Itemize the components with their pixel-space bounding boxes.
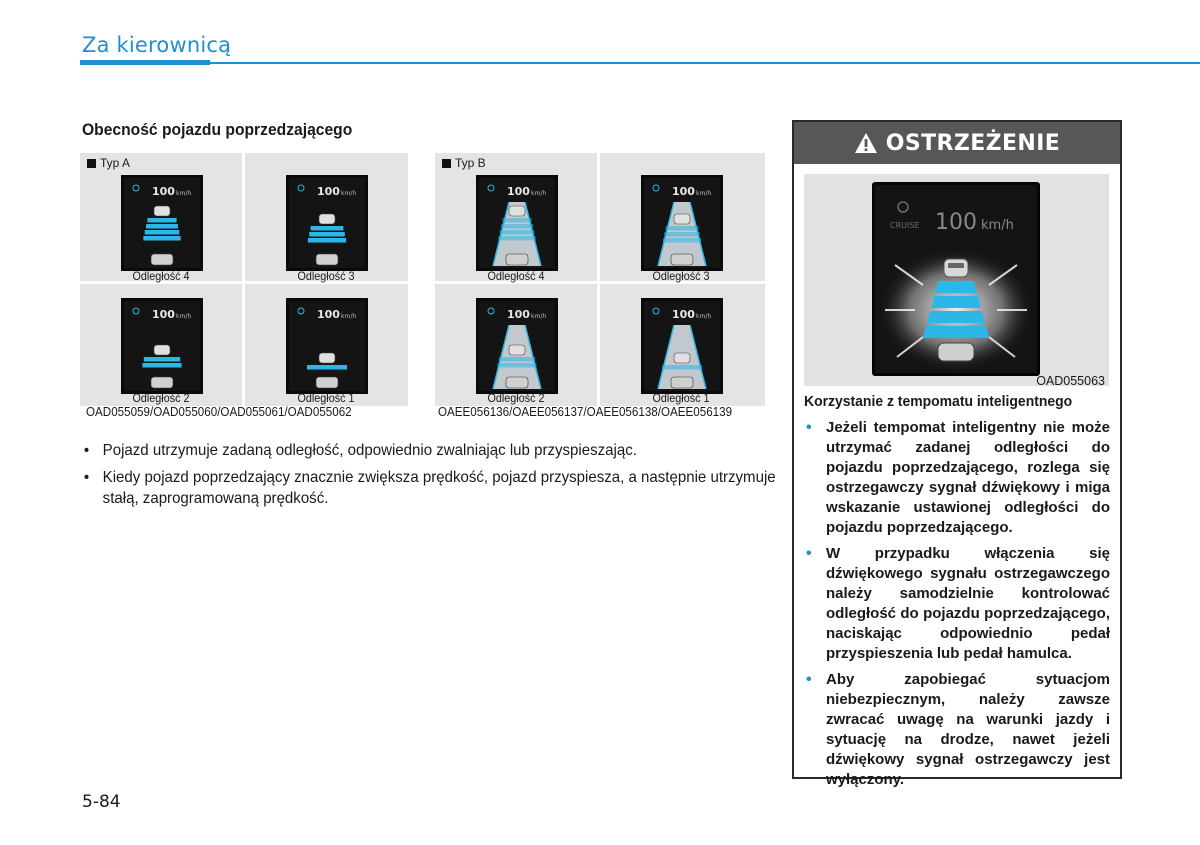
distance-label: Odległość 4 [487,269,545,283]
cluster-display-b4 [479,178,555,268]
cluster-panel-a3 [286,175,368,271]
header-rule [80,62,1200,64]
lead-car-icon [674,214,690,224]
speed-unit: km/h [531,190,547,197]
own-car-icon [671,254,693,265]
square-bullet-icon [87,159,96,168]
set-speed-value: 100 [152,308,175,321]
cluster-panel-a1 [286,298,368,394]
own-car-icon [316,254,338,265]
cruise-icon [298,308,304,314]
distance-bar [935,281,977,293]
body-bullet-list [82,440,776,515]
distance-bar [142,363,181,368]
distance-bar [307,365,347,370]
set-speed-value: 100 [152,185,175,198]
cruise-icon [653,308,659,314]
distance-bar [146,224,178,229]
warning-subheading: Korzystanie z tempomatu inteligentnego [804,393,1073,410]
speed-unit: km/h [981,218,1014,233]
cluster-display-b2 [479,301,555,391]
own-car-icon [938,343,974,361]
svg-text:CRUISE: CRUISE [890,221,920,230]
distance-label: Odległość 4 [132,269,190,283]
distance-bar [499,357,535,362]
figure-divider [242,153,245,406]
bullet-dot-icon: • [806,671,812,688]
set-speed-value: 100 [672,308,695,321]
cluster-display-a2 [124,301,200,391]
distance-bar [144,357,180,362]
set-speed-value: 100 [507,185,530,198]
distance-bar [663,238,701,243]
speed-unit: km/h [531,313,547,320]
cluster-panel-b3 [641,175,723,271]
list-item: • Aby zapobiegać sytuacjom niebezpiecznym, należy zawsze zwracać uwagę na warunki jazdy i sytuację na drodze, nawet jeżeli dźwiękowy sygnał ostrzegawczy jest wyłączony. [806,671,1110,788]
lead-car-icon [319,214,335,224]
cluster-panel-b2 [476,298,558,394]
set-speed-value: 100 [935,210,977,235]
figure-type-b [435,153,765,406]
cruise-icon [890,202,920,230]
lead-car-icon [509,345,525,355]
distance-bar [502,218,531,223]
own-car-icon [506,377,528,388]
cruise-icon [488,185,494,191]
section-heading: Obecność pojazdu poprzedzającego [82,120,353,139]
header-rule-accent [80,60,210,65]
lead-car-icon [154,206,170,216]
list-item: • Kiedy pojazd poprzedzający znacznie zwiększa prędkość, pojazd przyspiesza, a następnie utrzymuje stałą, zaprogramowaną prędkość. [83,469,776,507]
warning-box [792,120,1122,788]
figure-type-label [87,156,130,170]
distance-bar [147,218,176,223]
speed-unit: km/h [341,190,357,197]
figure-type-label [442,156,486,170]
cluster-panel-b4 [476,175,558,271]
figure-divider [597,153,600,406]
distance-label: Odległość 3 [652,269,710,283]
list-item: • Jeżeli tempomat inteligentny nie może utrzymać zadanej odległości do pojazdu poprzedzającego, rozlega się ostrzegawczy sygnał dźwiękowy i miga wskazanie ustawionej odległości do pojazdu poprzedzającego. [806,419,1110,536]
figure-code: OAD055063 [1036,374,1105,388]
cluster-panel-b1 [641,298,723,394]
cluster-display-a3 [289,178,365,268]
own-car-icon [316,377,338,388]
speed-unit: km/h [696,190,712,197]
figure-b-caption: OAEE056136/OAEE056137/OAEE056138/OAEE056139 [438,405,733,419]
distance-bar [931,296,981,308]
cluster-panel-a2 [121,298,203,394]
distance-bar [500,230,535,235]
warning-triangle-icon [854,132,878,154]
cluster-display-a4 [124,178,200,268]
cruise-icon [133,185,139,191]
lead-car-icon [509,206,525,216]
chapter-title: Za kierownicą [82,33,232,57]
own-car-icon [151,254,173,265]
warning-cluster-panel [872,182,1040,376]
warning-figure [804,174,1109,386]
warning-header [794,122,1120,164]
page-number: 5-84 [82,792,121,812]
distance-bar [311,226,344,231]
square-bullet-icon [442,159,451,168]
lead-car-icon [674,353,690,363]
figure-a-caption: OAD055059/OAD055060/OAD055061/OAD055062 [86,405,352,419]
warning-list [804,418,1110,796]
own-car-icon [151,377,173,388]
cluster-panel-a4 [121,175,203,271]
list-item: • Pojazd utrzymuje zadaną odległość, odpowiednio zwalniając lub przyspieszając. [83,442,637,459]
lead-car-icon [154,345,170,355]
distance-bar [498,236,535,241]
bullet-dot-icon: • [806,419,812,436]
type-a-label: Typ A [100,156,131,170]
distance-bar [664,232,700,237]
distance-label: Odległość 2 [487,391,545,405]
distance-bar [666,226,699,231]
own-car-icon [671,377,693,388]
speed-unit: km/h [341,313,357,320]
speed-unit: km/h [176,313,192,320]
cruise-icon [653,185,659,191]
lead-car-icon [944,259,968,277]
distance-bar [501,224,533,229]
set-speed-value: 100 [317,308,340,321]
distance-bar [927,311,985,323]
cruise-icon [488,308,494,314]
type-b-label: Typ B [455,156,486,170]
distance-label: Odległość 2 [132,391,190,405]
set-speed-value: 100 [317,185,340,198]
cruise-icon [298,185,304,191]
list-item: • W przypadku włączenia się dźwiękowego sygnału ostrzegawczego należy samodzielnie kontrolować odległość do pojazdu poprzedzającego, naciskając odpowiednio pedał przyspieszenia lub pedał hamulca. [806,545,1110,662]
distance-bar [923,326,989,338]
speed-unit: km/h [176,190,192,197]
warning-title: OSTRZEŻENIE [885,130,1061,156]
cluster-display-b3 [644,178,720,268]
bullet-dot-icon: • [806,545,812,562]
warning-cluster-display [875,185,1037,373]
distance-bar [662,365,702,370]
cluster-display-b1 [644,301,720,391]
distance-bar [497,363,536,368]
bullet-dot-icon: • [83,442,90,459]
distance-bar [309,232,345,237]
figure-type-a [80,153,408,406]
distance-label: Odległość 3 [297,269,355,283]
cruise-icon [133,308,139,314]
distance-bar [143,236,180,241]
distance-label: Odległość 1 [297,391,355,405]
distance-bar [308,238,346,243]
own-car-icon [506,254,528,265]
distance-bar [145,230,180,235]
set-speed-value: 100 [507,308,530,321]
lead-car-icon [319,353,335,363]
bullet-dot-icon: • [83,469,90,486]
distance-label: Odległość 1 [652,391,710,405]
set-speed-value: 100 [672,185,695,198]
speed-unit: km/h [696,313,712,320]
cluster-display-a1 [289,301,365,391]
